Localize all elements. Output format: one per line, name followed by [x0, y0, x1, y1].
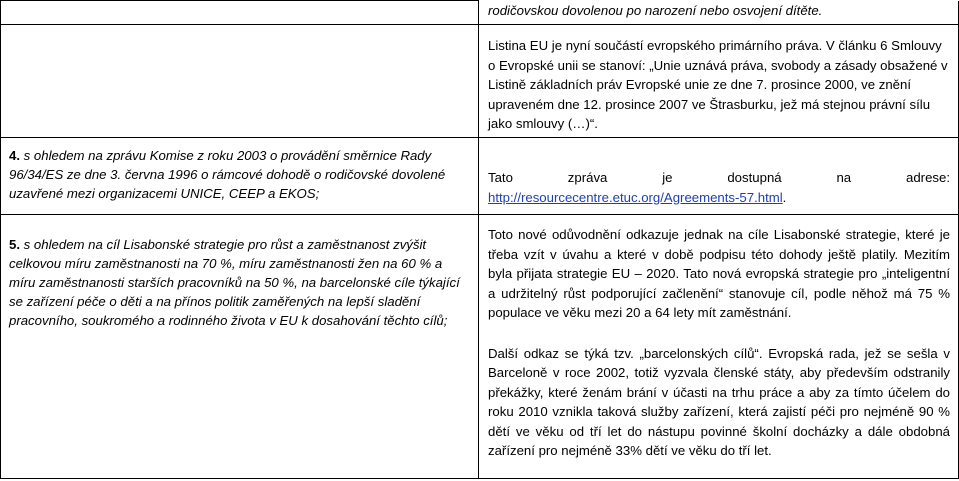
paragraph-text: Toto nové odůvodnění odkazuje jednak na cíle Lisabonské strategie, které je třeba vzít v úvahu a které v době podpisu této dohody ještě platily. Mezitím byla přijata strategie EU – 2020. Tato nová evropská strategie pro „inteligentní a udržitelný růst podporující začlenění“ stanovuje cíl, podle něhož má 75 % populace ve věku mezi 20 a 64 lety mít zaměstnání.: [488, 227, 950, 320]
table-row: [1, 138, 959, 215]
period-text: .: [782, 189, 787, 205]
availability-text: Tato zpráva je dostupná na adrese:: [488, 170, 950, 185]
agreement-link[interactable]: http://resourcecentre.etuc.org/Agreements-57.html: [488, 189, 783, 205]
right-cell: [479, 138, 959, 215]
right-cell: [479, 215, 959, 479]
paragraph-text: rodičovskou dovolenou po narození nebo osvojení dítěte.: [488, 2, 823, 18]
paragraph-text: s ohledem na zprávu Komise z roku 2003 o provádění směrnice Rady 96/34/ES ze dne 3. června 1996 o rámcové dohodě o rodičovské dovolené uzavřené mezi organizacemi UNICE, CEEP a EKOS;: [9, 148, 446, 201]
table-row: [1, 25, 959, 138]
paragraph-text: s ohledem na cíl Lisabonské strategie pro růst a zaměstnanost zvýšit celkovou míru zaměstnanosti na 70 %, míru zaměstnanosti žen na 60 % a míru zaměstnanosti starších pracovníků na 50 %, na barcelonské cíle týkající se zařízení péče o děti a na přínos politik zaměřených na lepší sladění pracovního, soukromého a rodinného života v EU k dosahování těchto cílů;: [9, 237, 460, 328]
left-cell: [1, 215, 479, 479]
left-cell-empty: [1, 25, 479, 138]
table-row: [1, 1, 959, 25]
paragraph-text: [488, 168, 950, 188]
left-cell-empty: [1, 1, 479, 25]
paragraph-text: Další odkaz se týká tzv. „barcelonských cílů“. Evropská rada, jež se sešla v Barceloně v roce 2002, totiž vyzvala členské státy, aby především odstranily překážky, které ženám brání v účasti na trhu práce a aby za tímto účelem do roku 2010 vznikla taková služby zařízení, která zajistí péči pro nejméně 90 % dětí ve věku od tří let do nástupu povinné školní docházky a dále obdobná zařízení pro nejméně 33% dětí ve věku do tří let.: [488, 345, 950, 458]
right-cell: [479, 25, 959, 138]
left-cell: [1, 138, 479, 215]
right-cell: [479, 1, 959, 25]
item-number: 4.: [9, 148, 20, 163]
item-number: 5.: [9, 237, 20, 252]
paragraph-text: Listina EU je nyní součástí evropského primárního práva. V článku 6 Smlouvy o Evropské unii se stanoví: „Unie uznává práva, svobody a zásady obsažené v Listině základních práv Evropské unie ze dne 7. prosince 2000, ve znění upraveném dne 12. prosince 2007 ve Štrasburku, jež má stejnou právní sílu jako smlouvy (…)“.: [488, 38, 948, 131]
table-row: [1, 215, 959, 479]
